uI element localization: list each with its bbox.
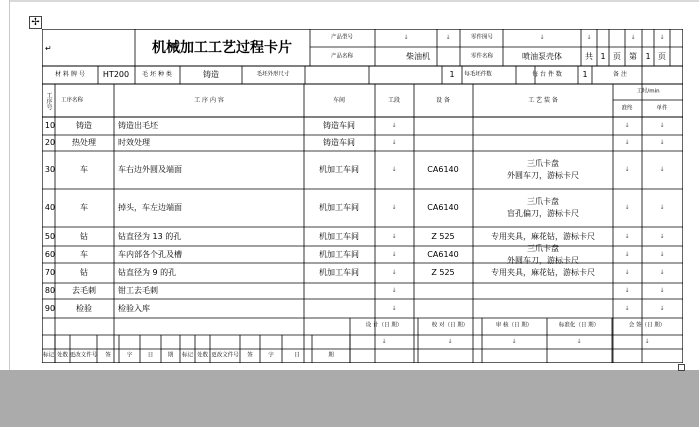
revision-label: 签 [105,352,111,359]
op-name: 去毛刺 [72,286,96,295]
prep-time-cell-mark: ↓ [624,304,630,312]
remarks-label: 备 注 [613,71,627,78]
op-name: 铸造 [76,121,92,130]
op-number: 80 [44,286,56,295]
unit-time-cell-mark: ↓ [659,250,665,258]
op-equipment: CA6140 [427,203,459,212]
part-name-value: 喷油泵壳体 [522,52,562,61]
section-cell-mark: ↓ [391,287,397,294]
op-name: 车 [80,249,88,259]
op-content: 时效处理 [118,138,150,147]
revision-label: 处数 [196,352,209,359]
cell-end-mark: ↓ [381,338,387,345]
revision-label: 签 [247,352,253,359]
per-blank-label: 每毛坯件数 [464,71,492,78]
op-name: 钻 [80,231,88,241]
op-number: 60 [44,249,56,259]
revision-label: 字 [126,352,133,359]
op-content: 钻直径为 9 的孔 [118,268,177,277]
op-tooling: 三爪卡盘 [527,197,559,206]
op-name: 车 [80,203,88,212]
cell-end-mark: ↓ [659,34,665,41]
revision-label: 处数 [56,352,69,359]
op-content: 铸造出毛坯 [118,121,158,130]
table-resize-handle-icon[interactable] [678,364,685,371]
material-value: HT200 [102,70,130,79]
op-equipment: Z 525 [431,231,455,241]
part-drawing-label: 零件图号 [470,34,494,41]
revision-label: 日 [147,352,154,359]
unit-time-cell-mark: ↓ [659,269,665,276]
op-workshop: 铸造车间 [323,138,355,147]
cell-end-mark: ↓ [539,34,545,41]
signoff-proof: 校 对（日 期） [431,322,469,329]
paragraph-mark-icon: ↵ [45,44,52,53]
op-tooling: 专用夹具，麻花钻，游标卡尺 [491,268,595,277]
section-header: 工段 [387,97,401,104]
hours-header: 工时/min [636,88,660,95]
card-title: 机械加工工艺过程卡片 [152,40,292,56]
op-name: 热处理 [72,138,96,147]
section-cell-mark: ↓ [391,304,397,312]
tooling-header: 工 艺 装 备 [528,97,558,104]
op-tooling: 专用夹具，麻花钻，游标卡尺 [491,231,595,241]
op-tooling: 外圆车刀，游标卡尺 [507,171,579,180]
op-content: 车右边外圆及端面 [118,165,182,174]
card-grid-lines [42,29,683,363]
product-name-label: 产品名称 [330,53,354,60]
op-name: 钻 [80,268,88,277]
part-name-label: 零件名称 [470,53,494,60]
op-workshop: 机加工车间 [319,249,359,259]
revision-label: 日 [294,352,300,359]
section-cell-mark: ↓ [391,204,397,211]
op-workshop: 机加工车间 [319,165,359,174]
cell-end-mark: ↓ [403,34,409,41]
op-no-header: 工序号 [45,92,52,110]
signoff-sign: 会 签（日 期） [628,322,666,329]
op-name: 检验 [76,303,92,313]
blank-type-label: 毛 坯 种 类 [142,71,172,78]
op-tooling: 三爪卡盘 [527,243,559,253]
op-equipment: Z 525 [431,268,455,277]
section-cell-mark: ↓ [391,122,397,129]
op-number: 10 [44,121,56,130]
product-model-label: 产品型号 [330,34,354,41]
op-content: 掉头，车左边端面 [118,203,182,212]
section-cell-mark: ↓ [391,269,397,276]
op-name: 车 [80,165,88,174]
cell-end-mark: ↓ [511,338,517,345]
unit-time-cell-mark: ↓ [659,139,665,146]
page2-label: 页 [658,52,666,61]
op-tooling: 外圆车刀，游标卡尺 [507,255,579,265]
op-equipment: CA6140 [427,165,459,174]
blank-type-value: 铸造 [203,70,219,79]
workshop-header: 车间 [332,97,346,104]
page-background [0,370,699,427]
section-cell-mark: ↓ [391,166,397,173]
material-label: 材 料 牌 号 [55,71,85,78]
unit-time-cell-mark: ↓ [659,287,665,294]
signoff-design: 设 计（日 期） [365,322,403,329]
prep-time-cell-mark: ↓ [624,166,630,173]
signoff-review: 审 核（日 期） [495,322,533,329]
op-workshop: 机加工车间 [319,231,359,241]
section-cell-mark: ↓ [391,250,397,258]
op-number: 50 [44,231,56,241]
op-number: 40 [44,203,56,212]
op-workshop: 机加工车间 [319,203,359,212]
table-move-handle-icon[interactable]: ✢ [29,16,42,29]
sheet-value: 1 [645,52,651,61]
op-number: 70 [44,268,56,277]
op-workshop: 机加工车间 [319,268,359,277]
op-name-header: 工序名称 [60,97,84,104]
section-cell-mark: ↓ [391,139,397,146]
prep-time-cell-mark: ↓ [624,139,630,146]
cell-end-mark: ↓ [447,338,453,345]
op-content-header: 工 序 内 容 [194,97,224,104]
op-content: 车内部各个孔及槽 [118,249,182,259]
total-value: 1 [600,52,606,61]
blank-size-label: 毛坯外形尺寸 [256,71,290,78]
per-unit-value: 1 [582,70,588,79]
op-content: 钻直径为 13 的孔 [118,231,182,241]
op-equipment: CA6140 [427,249,459,259]
unit-time-cell-mark: ↓ [659,122,665,129]
op-tooling: 盲孔偏刀，游标卡尺 [507,209,579,218]
op-workshop: 铸造车间 [323,121,355,130]
prep-time-cell-mark: ↓ [624,232,630,240]
product-name-value: 柴油机 [406,52,430,61]
hours-prep-header: 准终 [621,105,633,112]
op-tooling: 三爪卡盘 [527,159,559,168]
revision-label: 期 [167,352,174,359]
revision-label: 更改文件号 [69,352,98,359]
hours-unit-header: 单件 [656,105,668,112]
left-margin-bar [0,0,10,427]
revision-label: 期 [328,352,334,359]
revision-label: 更改文件号 [211,352,239,359]
cell-end-mark: ↓ [586,34,592,41]
prep-time-cell-mark: ↓ [624,250,630,258]
equipment-header: 设 备 [436,97,450,104]
prep-time-cell-mark: ↓ [624,287,630,294]
op-content: 钳工去毛刺 [118,286,158,295]
revision-label: 标记 [181,352,194,359]
op-number: 20 [44,138,56,147]
prep-time-cell-mark: ↓ [624,204,630,211]
unit-time-cell-mark: ↓ [659,304,665,312]
op-content: 检验入库 [118,303,150,313]
section-cell-mark: ↓ [391,232,397,240]
ruler [0,0,699,2]
per-blank-value: 1 [449,70,455,79]
signoff-standard: 标准化（日 期） [558,322,600,329]
page-label: 页 [613,52,621,61]
op-number: 30 [44,165,56,174]
unit-time-cell-mark: ↓ [659,166,665,173]
cell-end-mark: ↓ [445,34,451,41]
total-label: 共 [585,52,593,61]
prep-time-cell-mark: ↓ [624,122,630,129]
unit-time-cell-mark: ↓ [659,204,665,211]
per-unit-label: 每 台 件 数 [532,71,562,78]
prep-time-cell-mark: ↓ [624,269,630,276]
op-number: 90 [44,303,56,313]
cell-end-mark: ↓ [630,34,636,41]
process-card [42,29,683,363]
sheet-label: 第 [629,52,637,61]
unit-time-cell-mark: ↓ [659,232,665,240]
cell-end-mark: ↓ [576,338,582,345]
revision-label: 字 [268,352,274,359]
cell-end-mark: ↓ [644,338,650,345]
revision-label: 标记 [42,352,55,359]
